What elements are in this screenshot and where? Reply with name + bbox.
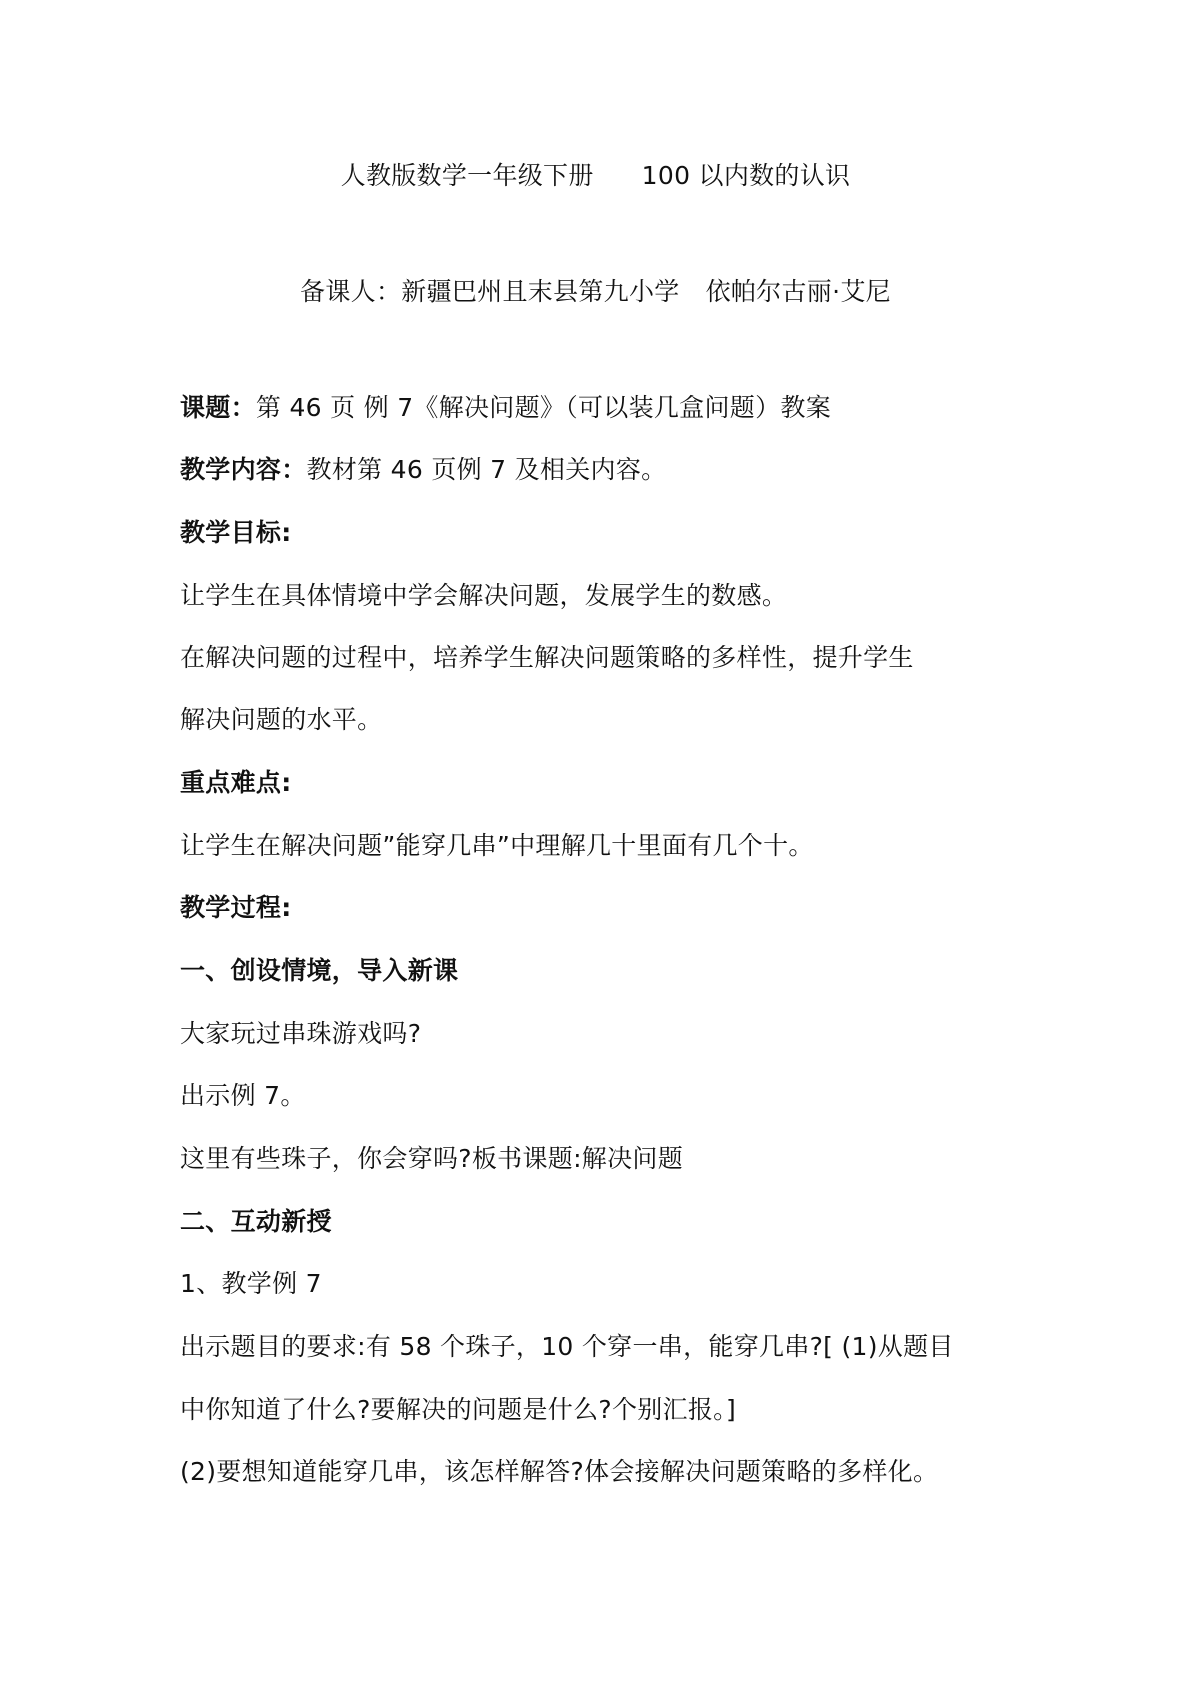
key-points-heading: 重点难点: [180,768,292,797]
objective-1: 让学生在具体情境中学会解决问题，发展学生的数感。 [180,581,788,610]
section-2-line1: 出示题目的要求:有 58 个珠子，10 个穿一串，能穿几串?[ (1)从题目 [180,1332,954,1361]
content-label: 教学内容： [180,455,307,484]
title-book: 人教版数学一年级下册 [340,161,594,190]
title-unit: 100 以内数的认识 [641,161,851,190]
preparer-label: 备课人： [300,277,402,306]
topic-line [180,392,831,424]
preparer-name: 依帕尔古丽·艾尼 [705,277,891,306]
preparer-line [0,276,1191,308]
section-1-line3: 这里有些珠子，你会穿吗?板书课题:解决问题 [180,1144,683,1173]
section-2-line2: 中你知道了什么?要解决的问题是什么?个别汇报。] [180,1395,736,1424]
objective-2-line2: 解决问题的水平。 [180,705,383,734]
key-point-1: 让学生在解决问题”能穿几串”中理解几十里面有几个十。 [180,831,814,860]
content-text: 教材第 46 页例 7 及相关内容。 [306,455,667,484]
content-line [180,454,666,486]
topic-label: 课题： [180,393,256,422]
section-2-sub1: 1、教学例 7 [180,1269,322,1298]
process-heading: 教学过程: [180,893,292,922]
topic-text: 第 46 页 例 7《解决问题》（可以装几盒问题）教案 [255,393,832,422]
preparer-school: 新疆巴州且末县第九小学 [401,277,680,306]
section-2-heading: 二、互动新授 [180,1207,332,1236]
objectives-heading: 教学目标: [180,518,292,547]
objective-2-line1: 在解决问题的过程中，培养学生解决问题策略的多样性，提升学生 [180,643,914,672]
document-title [0,160,1191,192]
section-1-line2: 出示例 7。 [180,1081,306,1110]
section-1-line1: 大家玩过串珠游戏吗? [180,1019,422,1048]
section-2-line3: (2)要想知道能穿几串，该怎样解答?体会接解决问题策略的多样化。 [180,1457,939,1486]
section-1-heading: 一、创设情境，导入新课 [180,956,459,985]
